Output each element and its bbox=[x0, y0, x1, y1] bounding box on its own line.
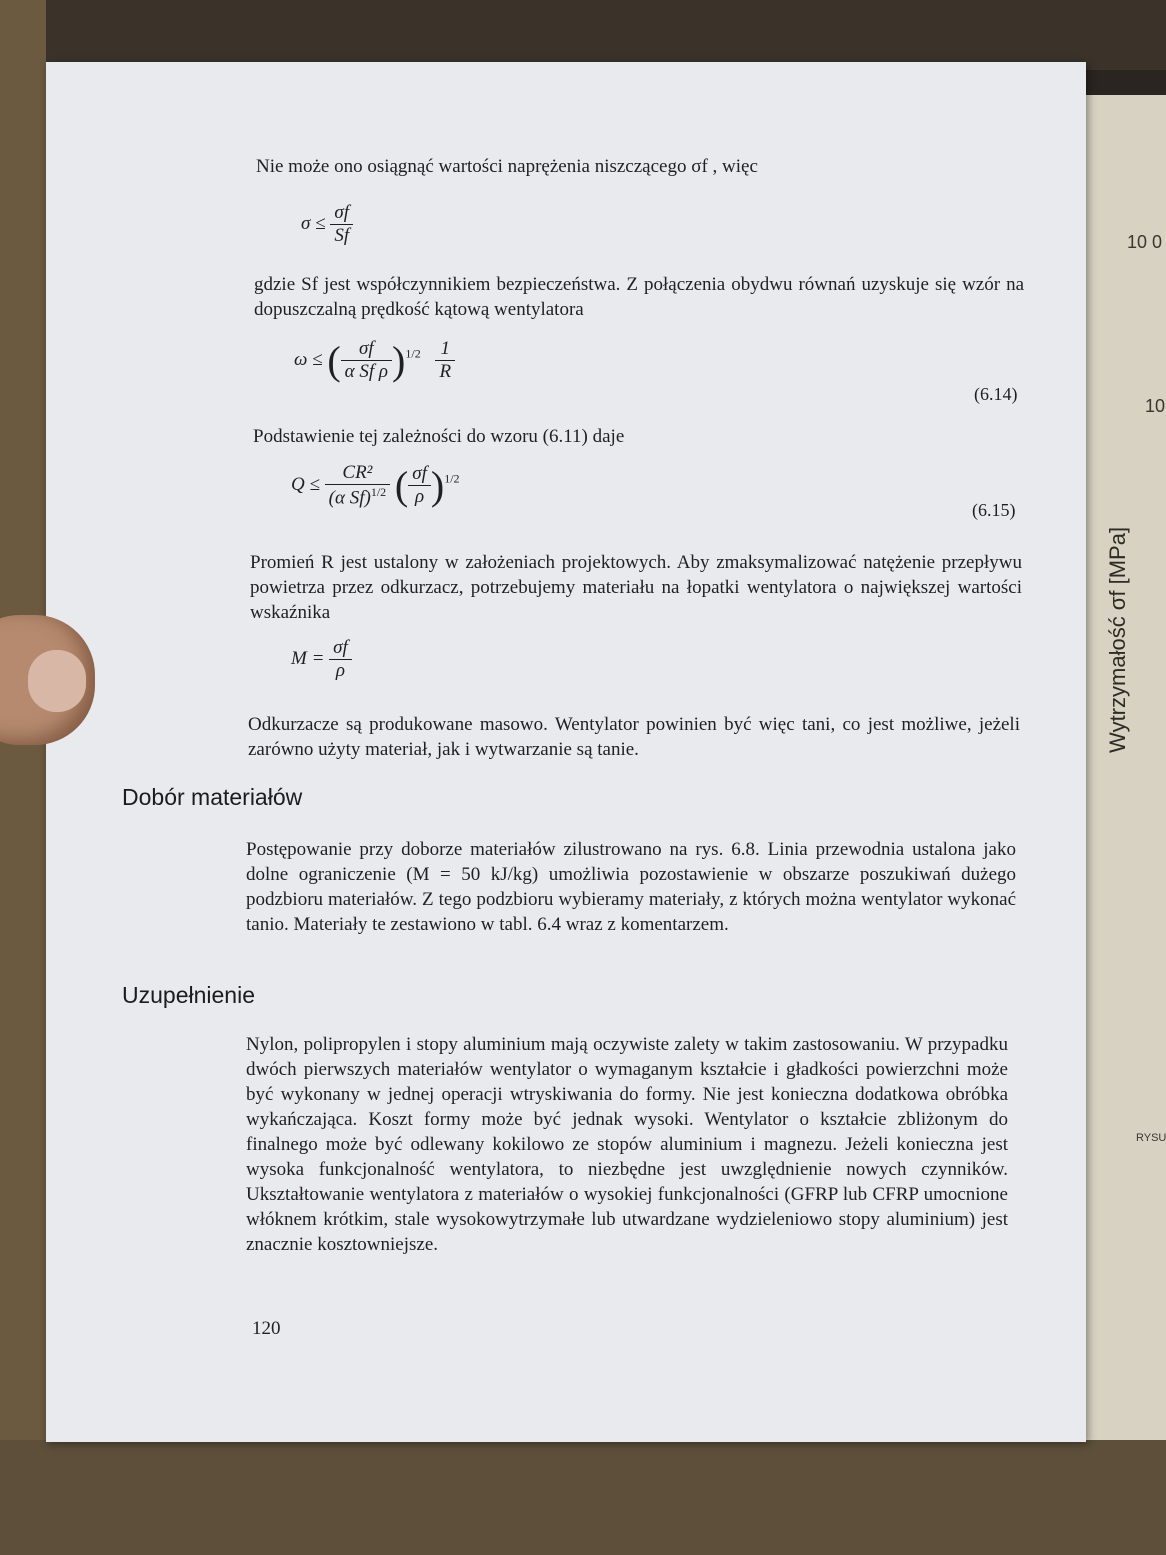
paragraph-3: Podstawienie tej zależności do wzoru (6.11) daje bbox=[253, 426, 625, 447]
eq1-num: σf bbox=[330, 202, 353, 225]
equation-3: Q ≤ $\frac{\text{CR²}}{(\alpha Sf)^{1/2}}$ ( $\frac{\sigma f}{\rho}$ )$^{1/2}$ bbox=[291, 462, 460, 509]
paragraph-5: Odkurzacze są produkowane masowo. Wentylator powinien być więc tani, co jest możliwe, jeżeli zarówno użyty materiał, jak i wytwarzanie są tanie. bbox=[248, 714, 1020, 760]
section-heading-uzupelnienie: Uzupełnienie bbox=[122, 982, 255, 1008]
eq2-exp: 1/2 bbox=[405, 346, 421, 361]
paragraph-4: Promień R jest ustalony w założeniach projektowych. Aby zmaksymalizować natężenie przepływu powietrza przez odkurzacz, potrzebujemy materiału na łopatki wentylatora o największej wartości wskaźnika bbox=[250, 552, 1022, 623]
page-number: 120 bbox=[252, 1318, 281, 1339]
eq1-fraction bbox=[330, 202, 353, 247]
paragraph-6: Postępowanie przy doborze materiałów zilustrowano na rys. 6.8. Linia przewodnia ustalona jako dolne ograniczenie (M = 50 kJ/kg) umożliwia pozostawienie w obszarze poszukiwań dużego podzbioru materiałów. Z tego podzbioru wybieramy materiały, z których można wentylator wykonać tanio. Materiały te zestawiono w tabl. 6.4 wraz z komentarzem. bbox=[246, 839, 1016, 935]
book-page bbox=[46, 62, 1086, 1442]
neighbor-tick-1: 10 0 bbox=[1127, 232, 1163, 252]
eq4-lhs: M = bbox=[291, 647, 325, 669]
eq3-num: CR² bbox=[325, 462, 391, 485]
eq3-den-exp: 1/2 bbox=[370, 485, 387, 499]
paragraph-1: Nie może ono osiągnąć wartości naprężenia niszczącego σf , więc bbox=[256, 156, 758, 177]
neighbor-tick-2: 10 bbox=[1145, 396, 1166, 416]
section-heading-dobor: Dobór materiałów bbox=[122, 784, 303, 810]
eq4-den: ρ bbox=[335, 660, 346, 681]
eq3-fraction bbox=[325, 462, 391, 509]
neighbor-caption: RYSU bbox=[1136, 1132, 1166, 1144]
eq2-num2: 1 bbox=[435, 338, 455, 361]
eq4-fraction bbox=[329, 637, 352, 682]
eq3-den2: ρ bbox=[415, 486, 425, 508]
eq3-num2: σf bbox=[408, 463, 431, 486]
eq2-lhs: ω ≤ bbox=[294, 348, 323, 370]
eq3-exp: 1/2 bbox=[444, 471, 460, 486]
eq3-lhs: Q ≤ bbox=[291, 474, 320, 496]
eq1-den: Sf bbox=[334, 225, 350, 246]
background-table bbox=[0, 1440, 1166, 1555]
eq2-den: α Sf ρ bbox=[344, 361, 389, 382]
eq2-num: σf bbox=[341, 338, 392, 361]
equation-1 bbox=[301, 202, 353, 247]
eq1-lhs: σ ≤ bbox=[301, 212, 326, 234]
paragraph-2: gdzie Sf jest współczynnikiem bezpieczeństwa. Z połączenia obydwu równań uzyskuje się wzór na dopuszczalną prędkość kątową wentylatora bbox=[254, 274, 1024, 320]
equation-2: ω ≤ ( $\frac{\sigma f}{\text{α Sf ρ}}$ )$^{1/2}$ $\frac{1}{R}$ bbox=[294, 337, 455, 384]
background-top bbox=[0, 0, 1166, 70]
eq2-den2: R bbox=[439, 361, 452, 382]
eq3-fraction-2 bbox=[408, 463, 431, 508]
eq2-fraction bbox=[341, 338, 392, 383]
eq3-den: (α Sf) bbox=[328, 487, 371, 509]
equation-number-6-14: (6.14) bbox=[974, 384, 1018, 404]
neighbor-axis-label: Wytrzymałość σf [MPa] bbox=[1105, 526, 1130, 754]
eq4-num: σf bbox=[329, 637, 352, 660]
eq2-fraction-2 bbox=[435, 338, 455, 383]
paragraph-7: Nylon, polipropylen i stopy aluminium mają oczywiste zalety w takim zastosowaniu. W przypadku dwóch pierwszych materiałów wentylator o wymaganym kształcie i gładkości powierzchni może być wykonany w jednej operacji wtryskiwania do formy. Nie jest konieczna dodatkowa obróbka wykańczająca. Koszt formy może być jednak wysoki. Wentylator o kształcie zbliżonym do finalnego może być odlewany kokilowo ze stopów aluminium i magnezu. Jeżeli konieczna jest wysoka funkcjonalność wentylatora, to niezbędne jest uwzględnienie nowych czynników. Ukształtowanie wentylatora z materiałów o wysokiej funkcjonalności (GFRP lub CFRP umocnione włóknem krótkim, stale wysokowytrzymałe lub utwardzane wydzieleniowo stopy aluminium) jest znacznie kosztowniejsze. bbox=[246, 1034, 1008, 1255]
equation-number-6-15: (6.15) bbox=[972, 500, 1016, 520]
equation-4 bbox=[291, 637, 352, 682]
thumb-nail bbox=[28, 650, 86, 712]
